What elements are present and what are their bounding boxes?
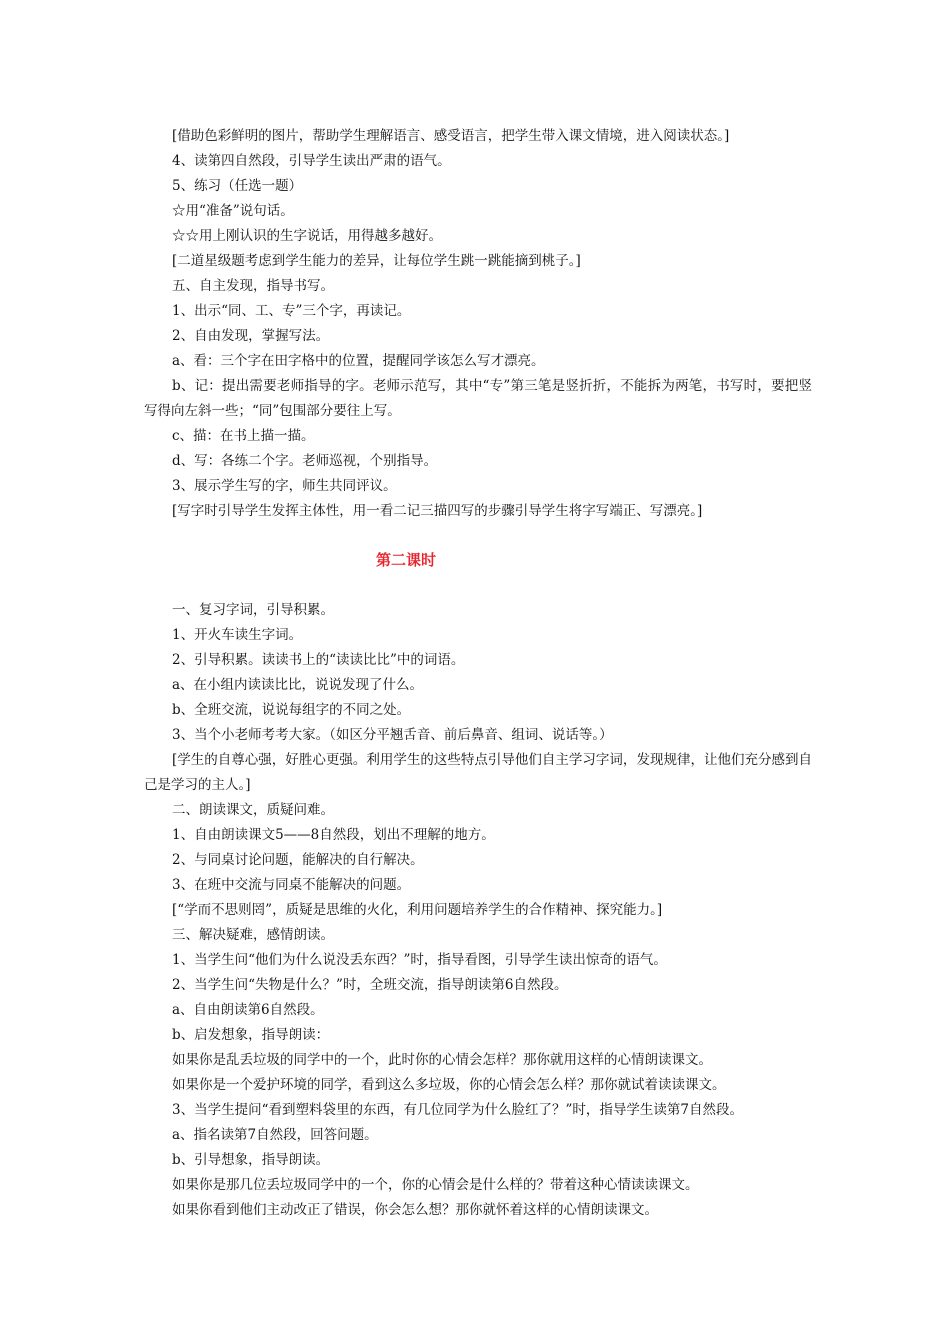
text-line: b、引导想象，指导朗读。 xyxy=(172,1152,330,1168)
text-line: a、看：三个字在田字格中的位置，提醒同学该怎么写才漂亮。 xyxy=(172,353,545,369)
text-line: 1、当学生问“他们为什么说没丢东西？”时，指导看图，引导学生读出惊奇的语气。 xyxy=(172,952,667,968)
text-line: ☆☆用上刚认识的生字说话，用得越多越好。 xyxy=(172,228,442,244)
text-line: a、在小组内读读比比，说说发现了什么。 xyxy=(172,677,424,693)
text-line: 1、自由朗读课文5——8自然段，划出不理解的地方。 xyxy=(172,827,495,843)
text-line: 三、解决疑难，感情朗读。 xyxy=(172,927,334,943)
text-line: 2、与同桌讨论问题，能解决的自行解决。 xyxy=(172,852,424,868)
text-line: [借助色彩鲜明的图片，帮助学生理解语言、感受语言，把学生带入课文情境，进入阅读状态。] xyxy=(172,128,730,144)
paragraph-note: [学生的自尊心强，好胜心更强。利用学生的这些特点引导他们自主学习字词，发现规律，让他们充分感到自己是学习的主人。] xyxy=(144,752,812,793)
text-line: 3、当学生提问“看到塑料袋里的东西，有几位同学为什么脸红了？”时，指导学生读第7自然段。 xyxy=(172,1102,743,1118)
text-line: [二道星级题考虑到学生能力的差异，让每位学生跳一跳能摘到桃子。] xyxy=(172,253,581,269)
text-line: [写字时引导学生发挥主体性，用一看二记三描四写的步骤引导学生将字写端正、写漂亮。] xyxy=(172,503,703,519)
lesson-two xyxy=(144,598,812,1223)
text-line: [“学而不思则罔”，质疑是思维的火化，利用问题培养学生的合作精神、探究能力。] xyxy=(172,902,663,918)
text-line: 3、展示学生写的字，师生共同评议。 xyxy=(172,478,397,494)
text-line: 2、自由发现，掌握写法。 xyxy=(172,328,330,344)
text-line: 3、当个小老师考考大家。（如区分平翘舌音、前后鼻音、组词、说话等。） xyxy=(172,727,613,743)
text-line: b、启发想象，指导朗读： xyxy=(172,1027,330,1043)
text-line: b、全班交流，说说每组字的不同之处。 xyxy=(172,702,411,718)
section-title: 第二课时 xyxy=(375,551,436,569)
text-line: 如果你是那几位丢垃圾同学中的一个，你的心情会是什么样的？带着这种心情读读课文。 xyxy=(172,1177,699,1193)
text-line: 五、自主发现，指导书写。 xyxy=(172,278,334,294)
text-line: 如果你是乱丢垃圾的同学中的一个，此时你的心情会怎样？那你就用这样的心情朗读课文。 xyxy=(172,1052,712,1068)
paragraph-writing-guide: b、记：提出需要老师指导的字。老师示范写，其中“专”第三笔是竖折折，不能拆为两笔，书写时，要把竖写得向左斜一些；“同”包围部分要往上写。 xyxy=(144,378,812,419)
text-line: ☆用“准备”说句话。 xyxy=(172,203,294,219)
text-line: 2、当学生问“失物是什么？”时，全班交流，指导朗读第6自然段。 xyxy=(172,977,568,993)
text-line: 1、出示“同、工、专”三个字，再读记。 xyxy=(172,303,411,319)
text-line: 2、引导积累。读读书上的“读读比比”中的词语。 xyxy=(172,652,465,668)
text-line: c、描：在书上描一描。 xyxy=(172,428,315,444)
text-line: 二、朗读课文，质疑问难。 xyxy=(172,802,334,818)
text-line: 如果你看到他们主动改正了错误，你会怎么想？那你就怀着这样的心情朗读课文。 xyxy=(172,1202,658,1218)
text-line: d、写：各练二个字。老师巡视，个别指导。 xyxy=(172,453,438,469)
text-line: a、指名读第7自然段，回答问题。 xyxy=(172,1127,378,1143)
text-line: 如果你是一个爱护环境的同学，看到这么多垃圾，你的心情会怎么样？那你就试着读读课文。 xyxy=(172,1077,726,1093)
text-line: 4、读第四自然段，引导学生读出严肃的语气。 xyxy=(172,153,451,169)
text-line: 3、在班中交流与同桌不能解决的问题。 xyxy=(172,877,411,893)
text-line: a、自由朗读第6自然段。 xyxy=(172,1002,324,1018)
text-line: 5、练习（任选一题） xyxy=(172,178,303,194)
lesson-one-tail xyxy=(144,124,812,524)
text-line: 1、开火车读生字词。 xyxy=(172,627,303,643)
text-line: 一、复习字词，引导积累。 xyxy=(172,602,334,618)
